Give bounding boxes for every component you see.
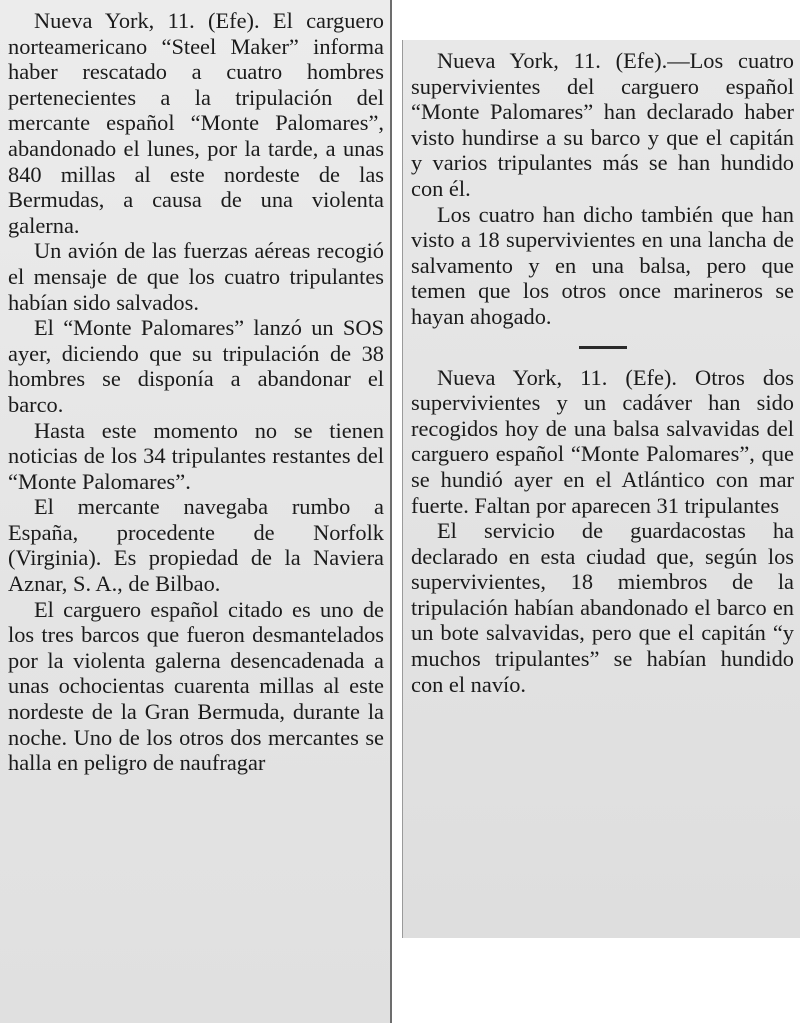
article-paragraph: Nueva York, 11. (Efe).—Los cuatro supervivientes del carguero español “Monte Palomares” han declarado haber visto hundirse a su barco y que el capitán y varios tripulantes más se han hundido con él. — [411, 48, 794, 201]
article-paragraph: Un avión de las fuerzas aéreas recogió el mensaje de que los cuatro tripulantes habían sido salvados. — [8, 238, 384, 315]
article-paragraph: Nueva York, 11. (Efe). El carguero norteamericano “Steel Maker” informa haber rescatado a cuatro hombres pertenecientes a la tripulación del mercante español “Monte Palomares”, abandonado el lunes, por la tarde, a unas 840 millas al este nordeste de las Bermudas, a causa de una violenta galerna. — [8, 8, 384, 238]
article-paragraph: El carguero español citado es uno de los tres barcos que fueron desmantelados por la violenta galerna desencadenada a unas ochocientas cuarenta millas al este nordeste de la Gran Bermuda, durante la noche. Uno de los otros dos mercantes se halla en peligro de naufragar — [8, 596, 384, 776]
newspaper-clipping-left — [0, 0, 392, 1023]
article-paragraph: El “Monte Palomares” lanzó un SOS ayer, diciendo que su tripulación de 38 hombres se disponía a abandonar el barco. — [8, 315, 384, 417]
article-paragraph: El mercante navegaba rumbo a España, procedente de Norfolk (Virginia). Es propiedad de la Naviera Aznar, S. A., de Bilbao. — [8, 494, 384, 597]
article-paragraph: El servicio de guardacostas ha declarado en esta ciudad que, según los supervivientes, 18 miembros de la tripulación habían abandonado el barco en un bote salvavidas, pero que el capitán “y muchos tripulantes” se habían hundido con el navío. — [411, 518, 794, 697]
article-paragraph: Nueva York, 11. (Efe). Otros dos supervivientes y un cadáver han sido recogidos hoy de una balsa salvavidas del carguero español “Monte Palomares”, que se hundió ayer en el Atlántico con mar fuerte. Faltan por aparecen 31 tripulantes — [411, 364, 794, 518]
article-paragraph: Hasta este momento no se tienen noticias de los 34 tripulantes restantes del “Monte Palomares”. — [8, 417, 384, 494]
newspaper-clipping-right — [402, 40, 800, 938]
article-paragraph: Los cuatro han dicho también que han visto a 18 supervivientes en una lancha de salvamento y en una balsa, pero que temen que los otros once marineros se hayan ahogado. — [411, 201, 794, 329]
section-separator-rule — [579, 346, 627, 349]
